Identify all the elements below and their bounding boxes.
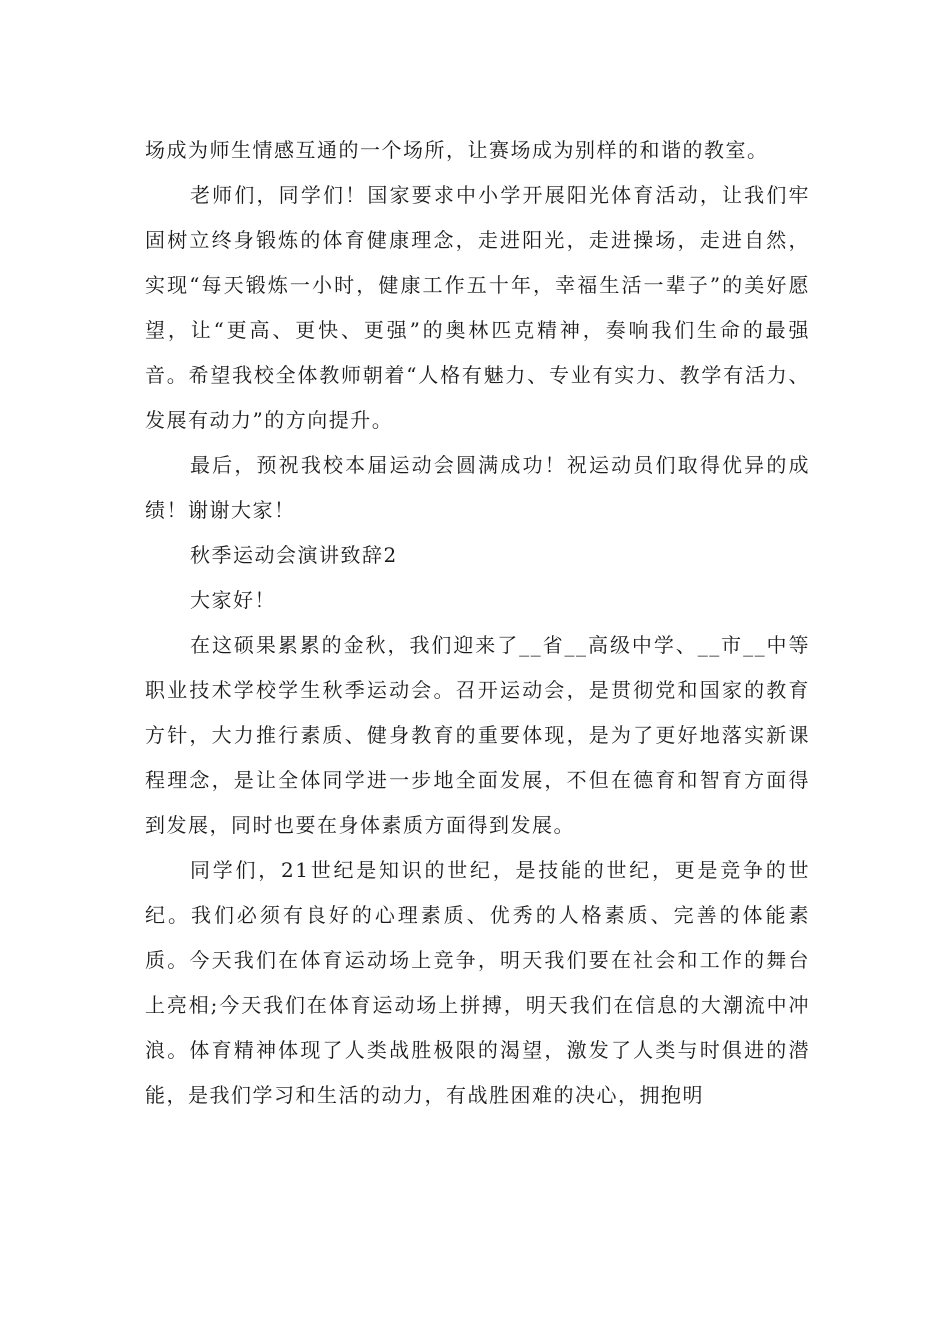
section-heading: 秋季运动会演讲致辞2 (190, 543, 398, 567)
greeting: 大家好！ (190, 588, 276, 612)
paragraph-1: 场成为师生情感互通的一个场所，让赛场成为别样的和谐的教室。 (145, 138, 769, 162)
paragraph-2: 老师们，同学们！国家要求中小学开展阳光体育活动，让我们牢固树立终身锻炼的体育健康理念，走进阳光，走进操场，走进自然，实现“每天锻炼一小时，健康工作五十年，幸福生活一辈子”的美好愿望，让“更高、更快、更强”的奥林匹克精神，奏响我们生命的最强音。希望我校全体教师朝着“人格有魅力、专业有实力、教学有活力、发展有动力”的方向提升。 (145, 183, 810, 432)
paragraph-7: 同学们，21世纪是知识的世纪，是技能的世纪，更是竞争的世纪。我们必须有良好的心理素质、优秀的人格素质、完善的体能素质。今天我们在体育运动场上竞争，明天我们要在社会和工作的舞台上亮相;今天我们在体育运动场上拼搏，明天我们在信息的大潮流中冲浪。体育精神体现了人类战胜极限的渴望，激发了人类与时俱进的潜能，是我们学习和生活的动力，有战胜困难的决心，拥抱明 (145, 858, 810, 1107)
paragraph-3: 最后，预祝我校本届运动会圆满成功！祝运动员们取得优异的成绩！谢谢大家！ (145, 453, 810, 522)
paragraph-6: 在这硕果累累的金秋，我们迎来了__省__高级中学、__市__中等职业技术学校学生秋季运动会。召开运动会，是贯彻党和国家的教育方针，大力推行素质、健身教育的重要体现，是为了更好地落实新课程理念，是让全体同学进一步地全面发展，不但在德育和智育方面得到发展，同时也要在身体素质方面得到发展。 (145, 633, 810, 837)
document-body (145, 128, 810, 1118)
